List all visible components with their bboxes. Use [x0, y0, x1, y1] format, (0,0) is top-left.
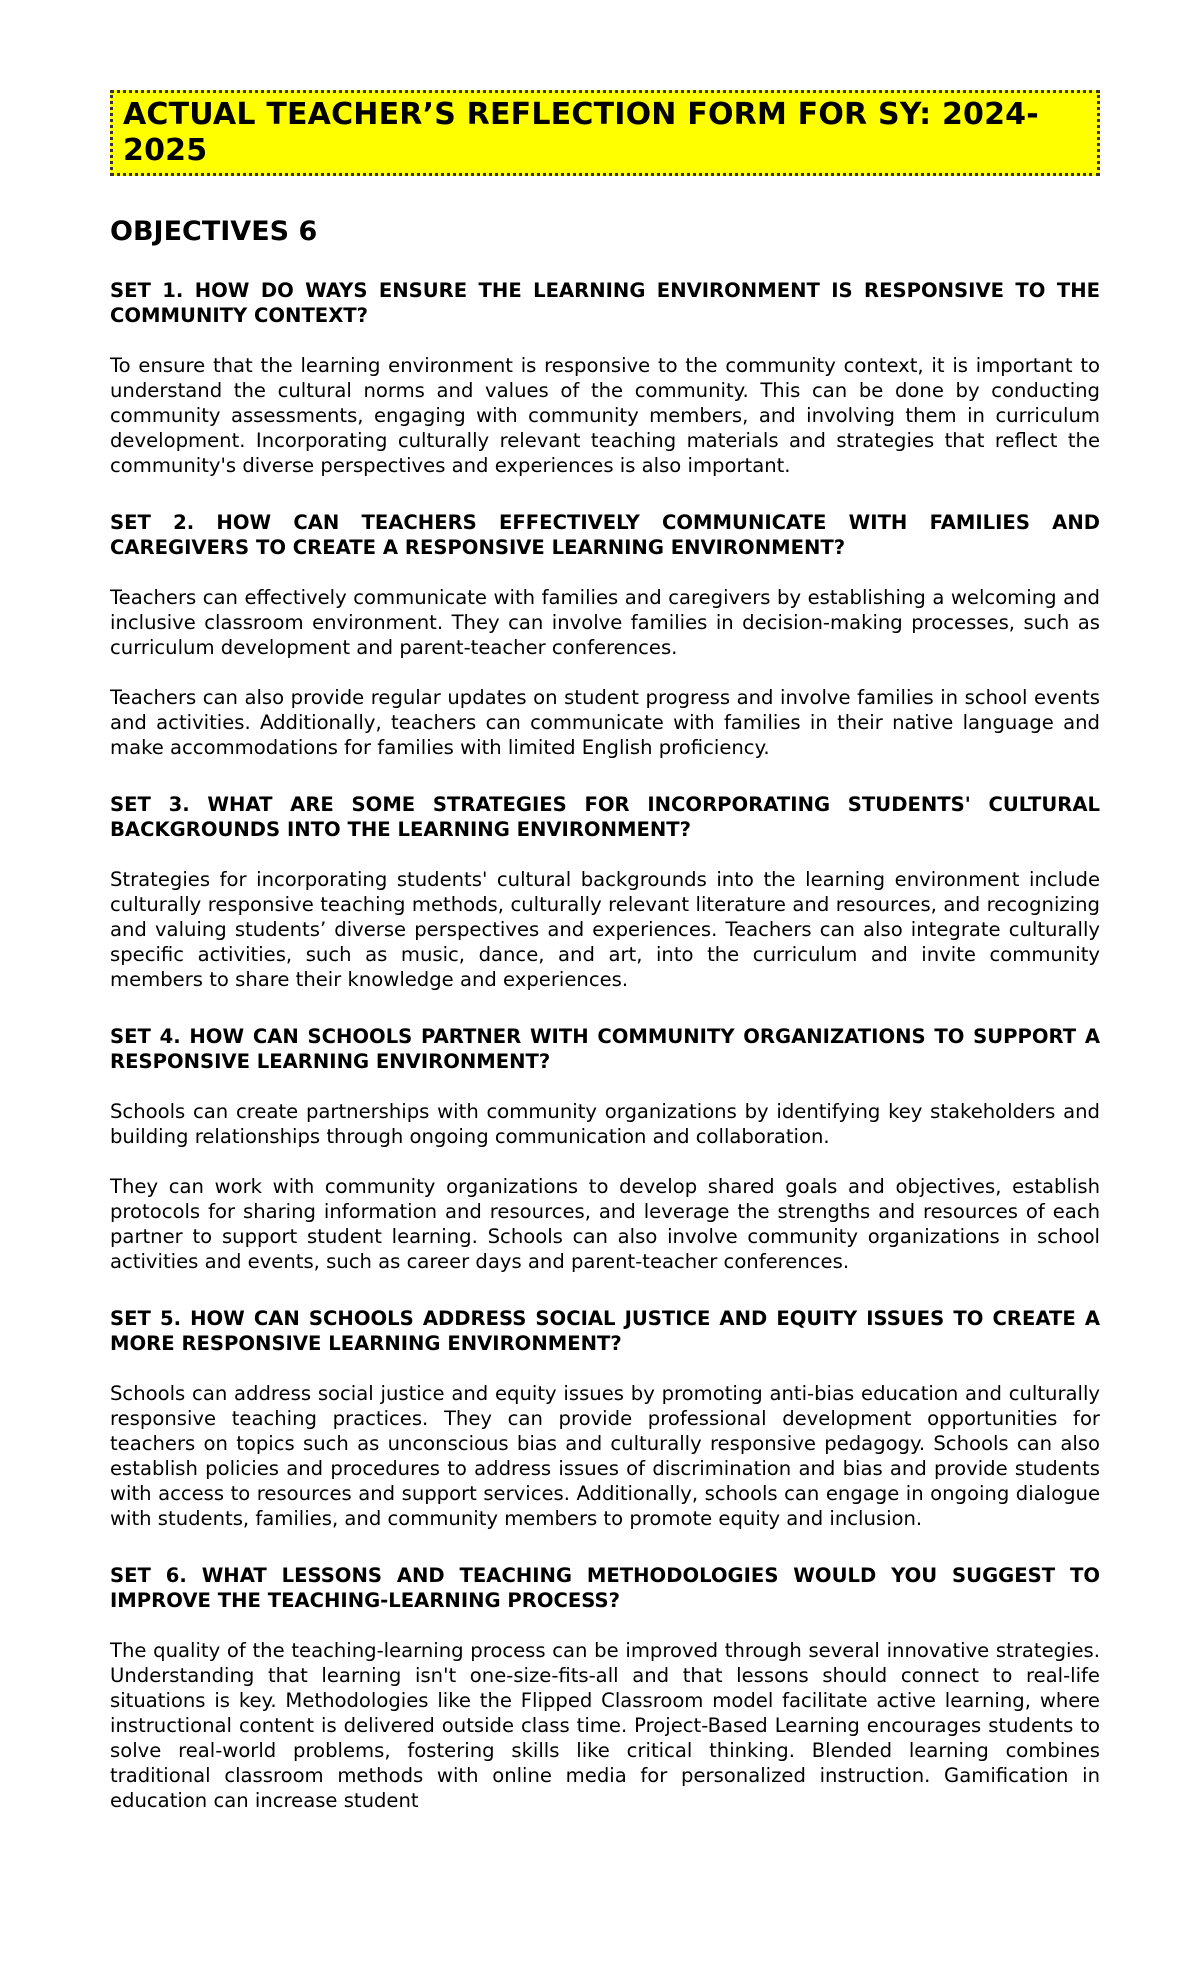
set-4	[110, 1024, 1100, 1274]
set-answer-paragraph: Schools can address social justice and equity issues by promoting anti-bias education and culturally responsive teaching practices. They can provide professional development opportunities for teachers on topics such as unconscious bias and culturally responsive pedagogy. Schools can also establish policies and procedures to address issues of discrimination and bias and provide students with access to resources and support services. Additionally, schools can engage in ongoing dialogue with students, families, and community members to promote equity and inclusion.	[110, 1382, 1100, 1530]
set-question: SET 3. WHAT ARE SOME STRATEGIES FOR INCORPORATING STUDENTS' CULTURAL BACKGROUNDS INTO THE LEARNING ENVIRONMENT?	[110, 793, 1100, 841]
set-answer-paragraph: Schools can create partnerships with community organizations by identifying key stakeholders and building relationships through ongoing communication and collaboration.	[110, 1100, 1100, 1148]
set-answer-paragraph: Teachers can also provide regular updates on student progress and involve families in school events and activities. Additionally, teachers can communicate with families in their native language and make accommodations for families with limited English proficiency.	[110, 686, 1100, 759]
set-answer-paragraph: They can work with community organizations to develop shared goals and objectives, establish protocols for sharing information and resources, and leverage the strengths and resources of each partner to support student learning. Schools can also involve community organizations in school activities and events, such as career days and parent-teacher conferences.	[110, 1175, 1100, 1273]
set-6	[110, 1563, 1100, 1813]
set-1	[110, 278, 1100, 478]
set-2	[110, 510, 1100, 760]
set-question: SET 1. HOW DO WAYS ENSURE THE LEARNING ENVIRONMENT IS RESPONSIVE TO THE COMMUNITY CONTEXT?	[110, 279, 1100, 327]
set-answer-paragraph: Teachers can effectively communicate with families and caregivers by establishing a welcoming and inclusive classroom environment. They can involve families in decision-making processes, such as curriculum development and parent-teacher conferences.	[110, 586, 1100, 659]
set-answer-paragraph: The quality of the teaching-learning process can be improved through several innovative strategies. Understanding that learning isn't one-size-fits-all and that lessons should connect to real-life situations is key. Methodologies like the Flipped Classroom model facilitate active learning, where instructional content is delivered outside class time. Project-Based Learning encourages students to solve real-world problems, fostering skills like critical thinking. Blended learning combines traditional classroom methods with online media for personalized instruction. Gamification in education can increase student	[110, 1639, 1100, 1812]
set-question: SET 5. HOW CAN SCHOOLS ADDRESS SOCIAL JUSTICE AND EQUITY ISSUES TO CREATE A MORE RESPONSIVE LEARNING ENVIRONMENT?	[110, 1307, 1100, 1355]
set-3	[110, 792, 1100, 992]
set-question: SET 6. WHAT LESSONS AND TEACHING METHODOLOGIES WOULD YOU SUGGEST TO IMPROVE THE TEACHING-LEARNING PROCESS?	[110, 1564, 1100, 1612]
set-5	[110, 1306, 1100, 1531]
title-banner	[110, 90, 1100, 176]
set-answer-paragraph: Strategies for incorporating students' cultural backgrounds into the learning environment include culturally responsive teaching methods, culturally relevant literature and resources, and recognizing and valuing students’ diverse perspectives and experiences. Teachers can also integrate culturally specific activities, such as music, dance, and art, into the curriculum and invite community members to share their knowledge and experiences.	[110, 868, 1100, 991]
document-page	[110, 90, 1100, 1813]
set-question: SET 2. HOW CAN TEACHERS EFFECTIVELY COMMUNICATE WITH FAMILIES AND CAREGIVERS TO CREATE A RESPONSIVE LEARNING ENVIRONMENT?	[110, 511, 1100, 559]
set-question: SET 4. HOW CAN SCHOOLS PARTNER WITH COMMUNITY ORGANIZATIONS TO SUPPORT A RESPONSIVE LEARNING ENVIRONMENT?	[110, 1025, 1100, 1073]
document-title: ACTUAL TEACHER’S REFLECTION FORM FOR SY: 2024-2025	[123, 97, 1039, 168]
set-answer-paragraph: To ensure that the learning environment is responsive to the community context, it is important to understand the cultural norms and values of the community. This can be done by conducting community assessments, engaging with community members, and involving them in curriculum development. Incorporating culturally relevant teaching materials and strategies that reflect the community's diverse perspectives and experiences is also important.	[110, 354, 1100, 477]
objectives-heading: OBJECTIVES 6	[110, 216, 318, 247]
